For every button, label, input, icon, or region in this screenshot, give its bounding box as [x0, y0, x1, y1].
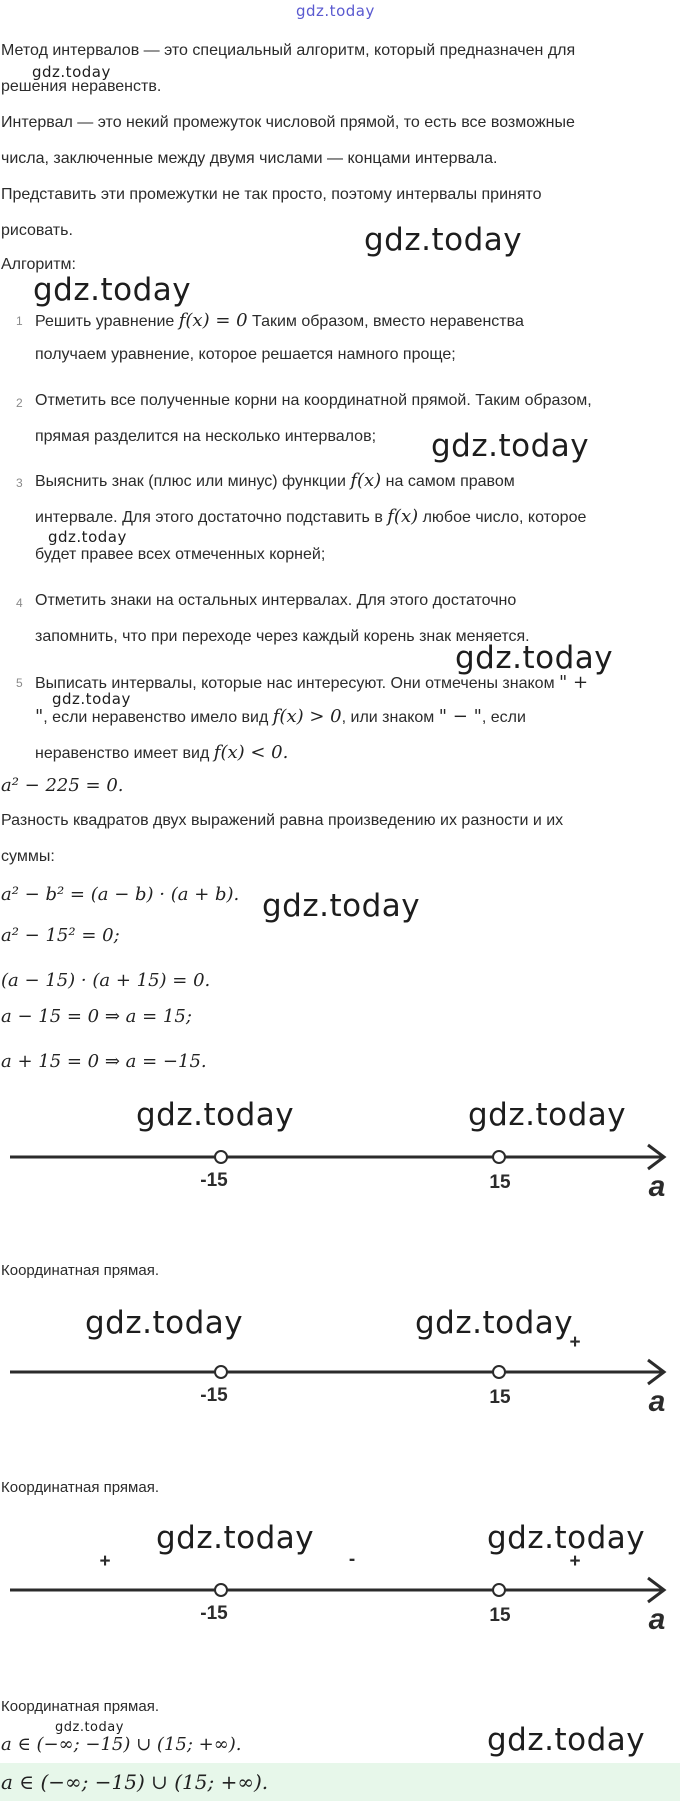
- sign-plus-left: +: [99, 1551, 111, 1572]
- intro-paragraph-3-line-1: Представить эти промежутки не так просто, поэтому интервалы принято: [1, 186, 542, 203]
- step-number: 4: [16, 596, 23, 610]
- step-text: Таким образом, вместо неравенства: [252, 313, 524, 330]
- step-4-line-1: Отметить знаки на остальных интервалах. Для этого достаточно: [35, 592, 517, 609]
- watermark: gdz.today: [262, 888, 421, 924]
- equation-4: (a − 15) · (a + 15) = 0.: [1, 970, 211, 991]
- step-3-line-2: [35, 506, 586, 527]
- intro-paragraph-1-line-2: решения неравенств.: [1, 78, 162, 95]
- watermark: gdz.today: [455, 640, 614, 676]
- watermark: gdz.today: [136, 1097, 295, 1133]
- watermark: gdz.today: [364, 222, 523, 258]
- watermark: gdz.today: [487, 1722, 646, 1758]
- math-expression: f(x): [387, 506, 419, 527]
- step-4-line-2: запомнить, что при переходе через каждый корень знак меняется.: [35, 628, 530, 645]
- step-text: Выяснить знак (плюс или минус) функции: [35, 473, 346, 490]
- step-number: 3: [16, 476, 23, 490]
- step-2-line-1: Отметить все полученные корни на координатной прямой. Таким образом,: [35, 392, 592, 409]
- math-expression: f(x) = 0: [178, 310, 248, 331]
- watermark: gdz.today: [487, 1520, 646, 1556]
- equation-5: a − 15 = 0 ⇒ a = 15;: [1, 1006, 192, 1027]
- math-expression: ": [35, 706, 44, 727]
- step-text: , или знаком: [341, 709, 435, 726]
- equation-3: a² − 15² = 0;: [1, 925, 120, 946]
- step-text: любое число, которое: [422, 509, 587, 526]
- step-3-line-1: [35, 470, 515, 491]
- intro-paragraph-2-line-1: Интервал — это некий промежуток числовой прямой, то есть все возможные: [1, 114, 575, 131]
- sign-plus-right: +: [569, 1332, 581, 1353]
- step-3-line-3: будет правее всех отмеченных корней;: [35, 546, 326, 563]
- step-5-line-3: [35, 742, 288, 763]
- answer-line-2: a ∈ (−∞; −15) ∪ (15; +∞).: [1, 1770, 269, 1794]
- caption: Координатная прямая.: [1, 1262, 159, 1279]
- tick-label-right: 15: [489, 1605, 511, 1626]
- intro-paragraph-2-line-2: числа, заключенные между двумя числами — концами интервала.: [1, 150, 498, 167]
- step-1-line-1: [35, 310, 524, 331]
- step-text: на самом правом: [385, 473, 515, 490]
- step-number: 5: [16, 676, 23, 690]
- tick-label-left: -15: [200, 1170, 228, 1191]
- solution-text-line-1: Разность квадратов двух выражений равна произведению их разности и их: [1, 812, 564, 829]
- watermark: gdz.today: [468, 1097, 627, 1133]
- axis-label: a: [648, 1170, 666, 1203]
- step-text: неравенство имеет вид: [35, 745, 210, 762]
- tick-label-left: -15: [200, 1385, 228, 1406]
- caption: Координатная прямая.: [1, 1698, 159, 1715]
- watermark: gdz.today: [415, 1305, 574, 1341]
- watermark: gdz.today: [156, 1520, 315, 1556]
- number-line-2: [0, 1325, 680, 1425]
- equation-2: a² − b² = (a − b) · (a + b).: [1, 884, 240, 905]
- math-expression: f(x) < 0.: [213, 742, 289, 763]
- caption: Координатная прямая.: [1, 1479, 159, 1496]
- number-line-1: [0, 1140, 680, 1210]
- intro-paragraph-3-line-2: рисовать.: [1, 222, 73, 239]
- watermark: gdz.today: [85, 1305, 244, 1341]
- open-point-15: [493, 1151, 505, 1163]
- watermark-top: gdz.today: [296, 2, 375, 20]
- equation-6: a + 15 = 0 ⇒ a = −15.: [1, 1051, 207, 1072]
- equation-1: a² − 225 = 0.: [1, 775, 124, 796]
- step-5-line-2: [35, 706, 526, 727]
- step-text: , если: [481, 709, 526, 726]
- intro-paragraph-1-line-1: Метод интервалов — это специальный алгоритм, который предназначен для: [1, 42, 576, 59]
- number-line-3: [0, 1542, 680, 1642]
- step-text: Выписать интервалы, которые нас интересуют. Они отмечены знаком: [35, 675, 555, 692]
- step-text: интервале. Для этого достаточно подставить в: [35, 509, 383, 526]
- math-expression: " − ": [438, 706, 482, 727]
- watermark: gdz.today: [48, 528, 127, 546]
- step-text: Решить уравнение: [35, 313, 175, 330]
- watermark: gdz.today: [55, 1720, 124, 1735]
- sign-plus-right: +: [569, 1551, 581, 1572]
- step-1-line-2: получаем уравнение, которое решается намного проще;: [35, 346, 456, 363]
- math-expression: " +: [559, 672, 589, 693]
- open-point-15: [493, 1366, 505, 1378]
- step-2-line-2: прямая разделится на несколько интервалов;: [35, 428, 377, 445]
- tick-label-right: 15: [489, 1387, 511, 1408]
- axis-label: a: [648, 1385, 666, 1418]
- algorithm-label: Алгоритм:: [1, 256, 76, 273]
- watermark: gdz.today: [52, 690, 131, 708]
- watermark: gdz.today: [33, 272, 192, 308]
- math-expression: f(x) > 0: [272, 706, 342, 727]
- step-text: , если неравенство имело вид: [43, 709, 269, 726]
- step-number: 2: [16, 396, 23, 410]
- watermark: gdz.today: [431, 428, 590, 464]
- tick-label-left: -15: [200, 1603, 228, 1624]
- solution-text-line-2: суммы:: [1, 848, 55, 865]
- axis-label: a: [648, 1603, 666, 1636]
- open-point-minus-15: [215, 1151, 227, 1163]
- open-point-minus-15: [215, 1366, 227, 1378]
- math-expression: f(x): [350, 470, 382, 491]
- answer-line-1: a ∈ (−∞; −15) ∪ (15; +∞).: [1, 1734, 242, 1755]
- open-point-15: [493, 1584, 505, 1596]
- tick-label-right: 15: [489, 1172, 511, 1193]
- step-number: 1: [16, 314, 23, 328]
- watermark: gdz.today: [32, 63, 111, 81]
- sign-minus-middle: -: [348, 1549, 356, 1570]
- open-point-minus-15: [215, 1584, 227, 1596]
